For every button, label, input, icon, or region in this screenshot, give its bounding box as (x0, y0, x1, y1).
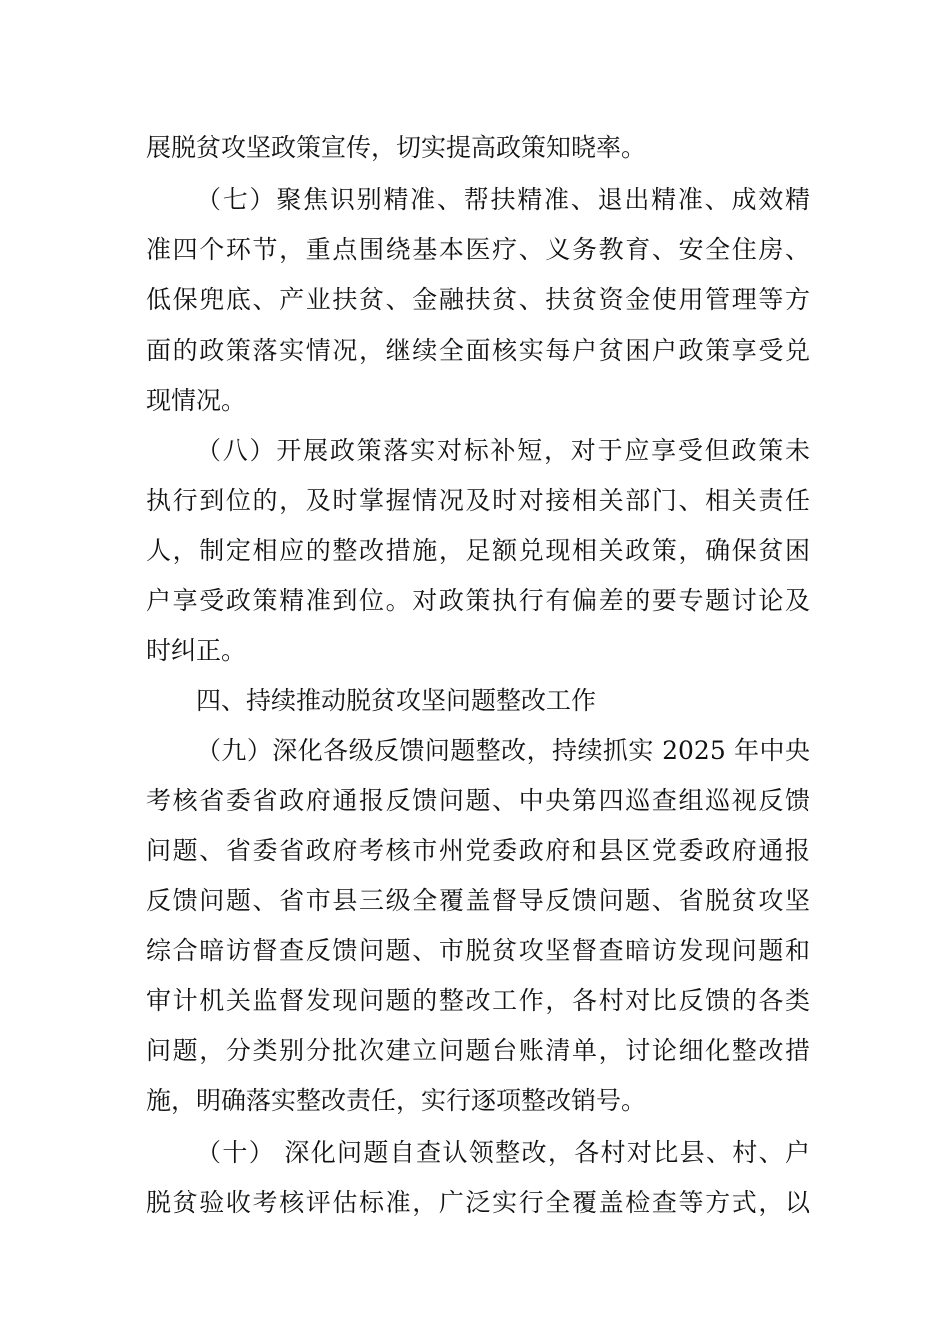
text-line: 展脱贫攻坚政策宣传，切实提高政策知晓率。 (146, 133, 647, 162)
text-line: 现情况。 (146, 386, 247, 415)
text-line: 问题、省委省政府考核市州党委政府和县区党委政府通报 (146, 836, 810, 865)
section-heading-4: 四、持续推动脱贫攻坚问题整改工作 (196, 686, 597, 715)
text-line: 低保兜底、产业扶贫、金融扶贫、扶贫资金使用管理等方 (146, 285, 810, 314)
text-line: 户享受政策精准到位。对政策执行有偏差的要专题讨论及 (146, 586, 810, 615)
text-line: 面的政策落实情况，继续全面核实每户贫困户政策享受兑 (146, 336, 810, 365)
text-line: 时纠正。 (146, 636, 247, 665)
text-line: 综合暗访督查反馈问题、市脱贫攻坚督查暗访发现问题和 (146, 936, 810, 965)
text-line: 人，制定相应的整改措施，足额兑现相关政策，确保贫困 (146, 536, 810, 565)
text-line: 问题，分类别分批次建立问题台账清单，讨论细化整改措 (146, 1036, 810, 1065)
text-line: 脱贫验收考核评估标准，广泛实行全覆盖检查等方式，以 (146, 1188, 810, 1217)
text-line: 审计机关监督发现问题的整改工作，各村对比反馈的各类 (146, 986, 810, 1015)
text-line: 考核省委省政府通报反馈问题、中央第四巡查组巡视反馈 (146, 786, 810, 815)
text-line: 反馈问题、省市县三级全覆盖督导反馈问题、省脱贫攻坚 (146, 886, 810, 915)
text-line: 准四个环节，重点围绕基本医疗、义务教育、安全住房、 (146, 235, 810, 264)
paragraph-heading-8: （八）开展政策落实对标补短，对于应享受但政策未 (196, 436, 810, 465)
paragraph-heading-7: （七）聚焦识别精准、帮扶精准、退出精准、成效精 (196, 185, 810, 214)
text-line: 施，明确落实整改责任，实行逐项整改销号。 (146, 1086, 647, 1115)
paragraph-heading-10: （十） 深化问题自查认领整改，各村对比县、村、户 (196, 1138, 810, 1167)
text-line: 执行到位的，及时掌握情况及时对接相关部门、相关责任 (146, 486, 810, 515)
paragraph-heading-9: （九）深化各级反馈问题整改，持续抓实 2025 年中央 (196, 736, 810, 765)
